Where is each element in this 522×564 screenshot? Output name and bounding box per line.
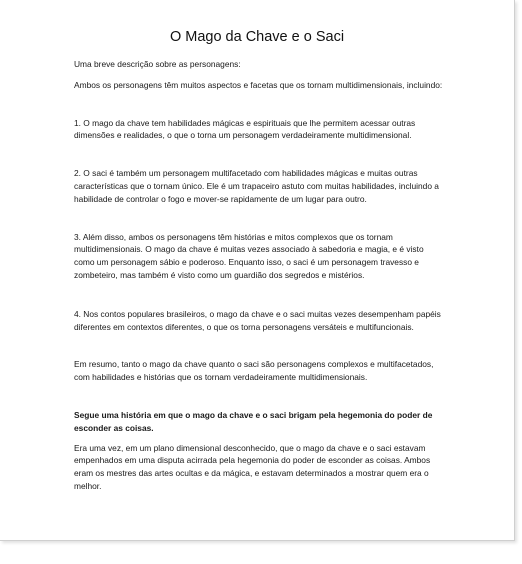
point-4-paragraph: 4. Nos contos populares brasileiros, o mago da chave e o saci muitas vezes desempenham papéis diferentes em contextos diferentes, o que os torna personagens versáteis e multifuncionais. [74,308,441,332]
story-start-paragraph: Era uma vez, em um plano dimensional desconhecido, que o mago da chave e o saci estavam empenhados em uma disputa acirrada pela hegemonia do poder de esconder as coisas. Ambos eram os mestres das artes ocultas e da mágica, e estavam determinados a mostrar quem era o melhor. [74,442,431,491]
document-body [74,58,446,493]
summary-paragraph: Em resumo, tanto o mago da chave quanto o saci são personagens complexos e multifacetados, com habilidades e histórias que os tornam verdadeiramente multidimensionais. [74,359,434,383]
lead-paragraph: Ambos os personagens têm muitos aspectos e facetas que os tornam multidimensionais, incluindo: [74,79,443,90]
intro-paragraph: Uma breve descrição sobre as personagens: [74,59,241,69]
point-1-paragraph: 1. O mago da chave tem habilidades mágicas e espirituais que lhe permitem acessar outras dimensões e realidades, o que o torna um personagem verdadeiramente multidimensional. [74,117,416,141]
story-prompt-heading: Segue uma história em que o mago da chave e o saci brigam pela hegemonia do poder de esconder as coisas. [74,409,433,433]
point-2-paragraph: 2. O saci é também um personagem multifacetado com habilidades mágicas e muitas outras características que o tornam único. Ele é um trapaceiro astuto com muitas habilidades, incluindo a habilidade de controlar o fogo e mover-se rapidamente de um lugar para outro. [74,168,439,204]
point-3-paragraph: 3. Além disso, ambos os personagens têm histórias e mitos complexos que os tornam multidimensionais. O mago da chave é muitas vezes associado à sabedoria e magia, e é visto como um personagem sábio e poderoso. Enquanto isso, o saci é um personagem travesso e zombeteiro, mas também é visto como um guardião dos segredos e mistérios. [74,231,424,280]
document-title: O Mago da Chave e o Saci [169,29,345,45]
